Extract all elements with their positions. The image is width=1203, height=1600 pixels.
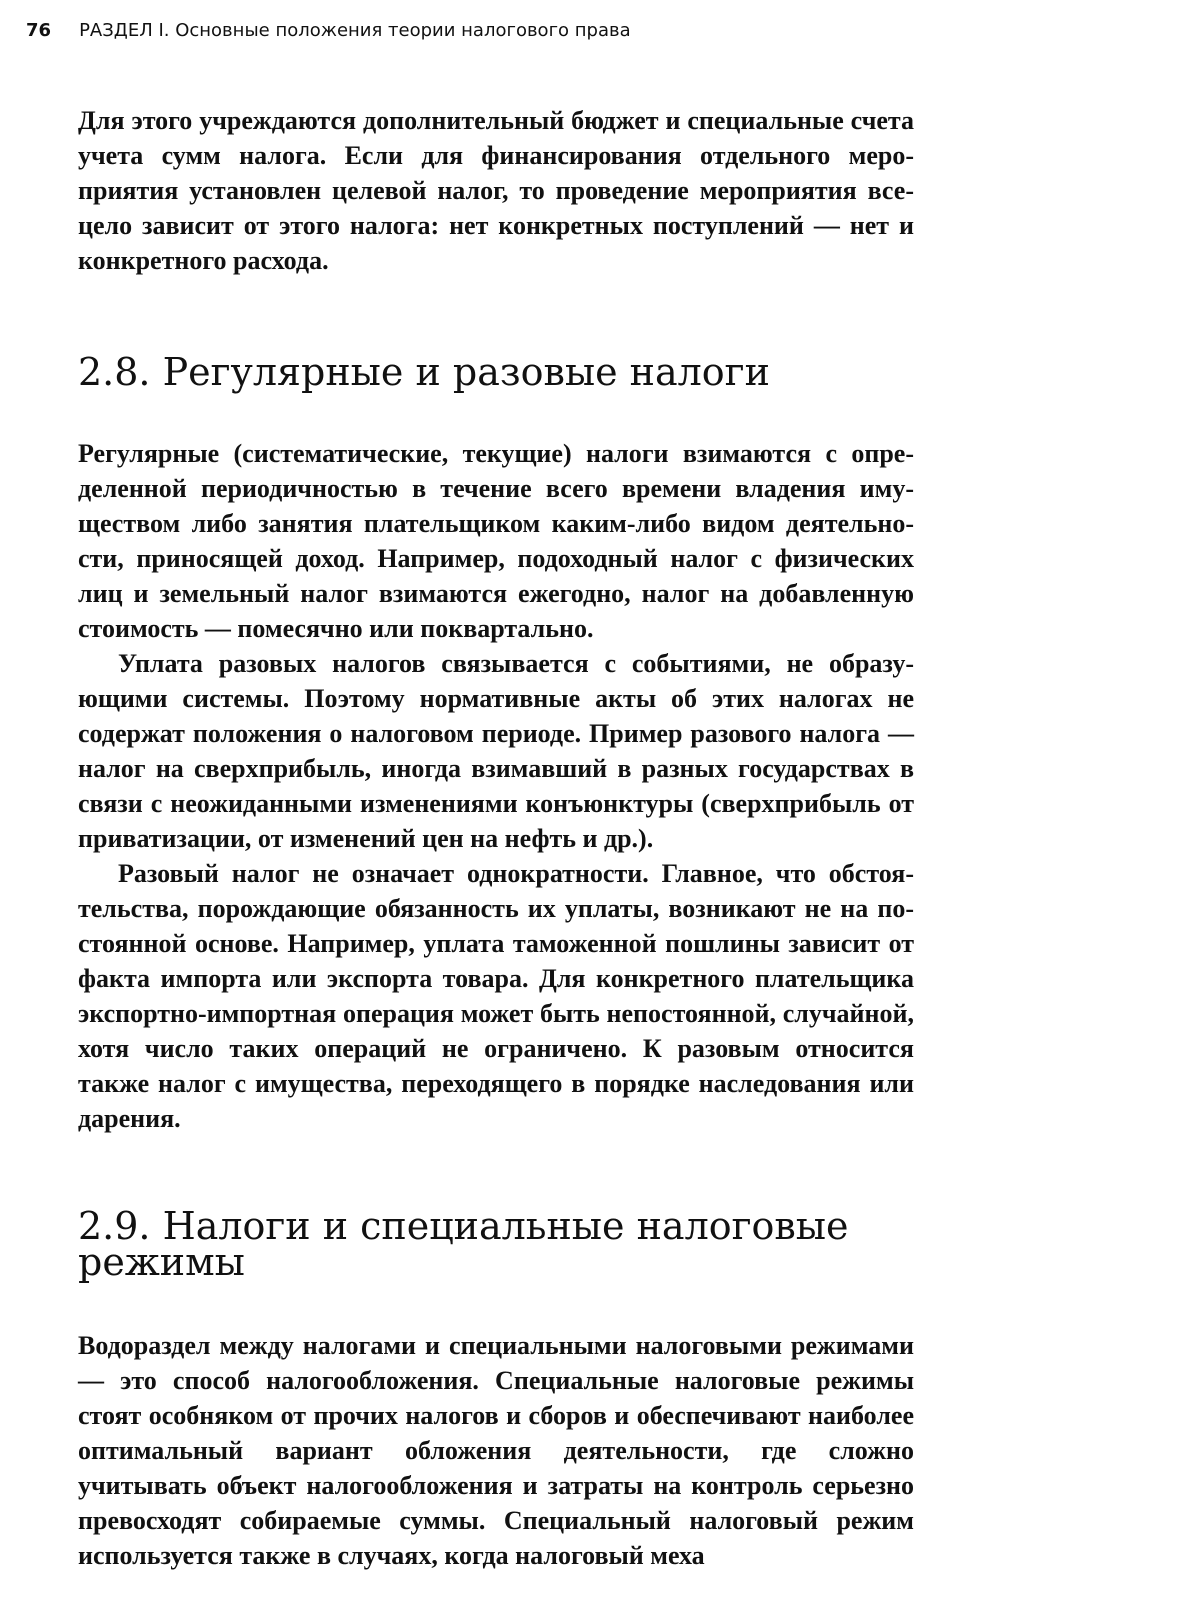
page-number: 76 xyxy=(26,20,52,41)
paragraph-text: Уплата xyxy=(118,649,219,678)
intro-paragraph: Для этого учреждаются дополнительный бюджет и специальные счета учета сумм налога. Если для финансирования отдельного мероприятия установлен целевой налог, то проведение мероприятия всецело зависит от этого налога: нет конкретных поступлений — нет и конкретного расхода. xyxy=(78,106,914,275)
paragraph-one-time-meaning: Разовый налог не означает однократности. Главное, что обстоятельства, порождающие обязанность их уплаты, возникают не на постоянной основе. Например, уплата таможенной пошлины зависит от факта импорта или экспорта товара. Для конкретного плательщика экспортно-импортная операция может быть непостоянной, случайной, хотя число таких операций не ограничено. К разовым относится также налог с имущества, переходящего в порядке наследования или дарения. xyxy=(78,859,914,1133)
section-heading-2-9: 2.9. Налоги и специальные налоговые режимы xyxy=(78,1204,849,1284)
paragraph-text: взимаются с определенной периодичностью в течение всего времени владения имуществом либо занятия плательщиком каким-либо видом деятельности, приносящей доход. Например, подоходный налог с физических лиц и земельный налог взимаются ежегодно, налог на добавленную стоимость — помесячно или поквартально. xyxy=(78,439,914,643)
paragraph-special-regimes: Водораздел между налогами и специальными налоговыми режимами — это способ налогообложения. Специальные налоговые режимы стоят особняком от прочих налогов и сборов и обеспечивают наиболее оптимальный вариант обложения деятельности, где сложно учитывать объект налогообложения и затраты на контроль серьезно превосходят собираемые суммы. Специальный налоговый режим используется также в случаях, когда налоговый меха xyxy=(78,1331,914,1570)
section-heading-2-8: 2.8. Регулярные и разовые налоги xyxy=(78,350,770,394)
paragraph-text: связывается с событиями, не образующими системы. Поэтому нормативные акты об этих налогах не содержат положения о налоговом периоде. Пример разового налога — налог на сверхприбыль, иногда взимавший в разных государствах в связи с неожиданными изменениями конъюнктуры (сверхприбыль от приватизации, от изменений цен на нефть и др.). xyxy=(78,649,914,853)
term-one-time-taxes: разовых налогов xyxy=(218,649,426,678)
paragraph-regular-taxes xyxy=(78,436,914,646)
running-header xyxy=(26,20,631,41)
page-content xyxy=(78,103,914,1573)
running-title: РАЗДЕЛ I. Основные положения теории налогового права xyxy=(79,20,631,41)
term-regular-taxes: Регулярные (систематические, текущие) налоги xyxy=(78,439,669,468)
paragraph-one-time-taxes xyxy=(78,646,914,856)
